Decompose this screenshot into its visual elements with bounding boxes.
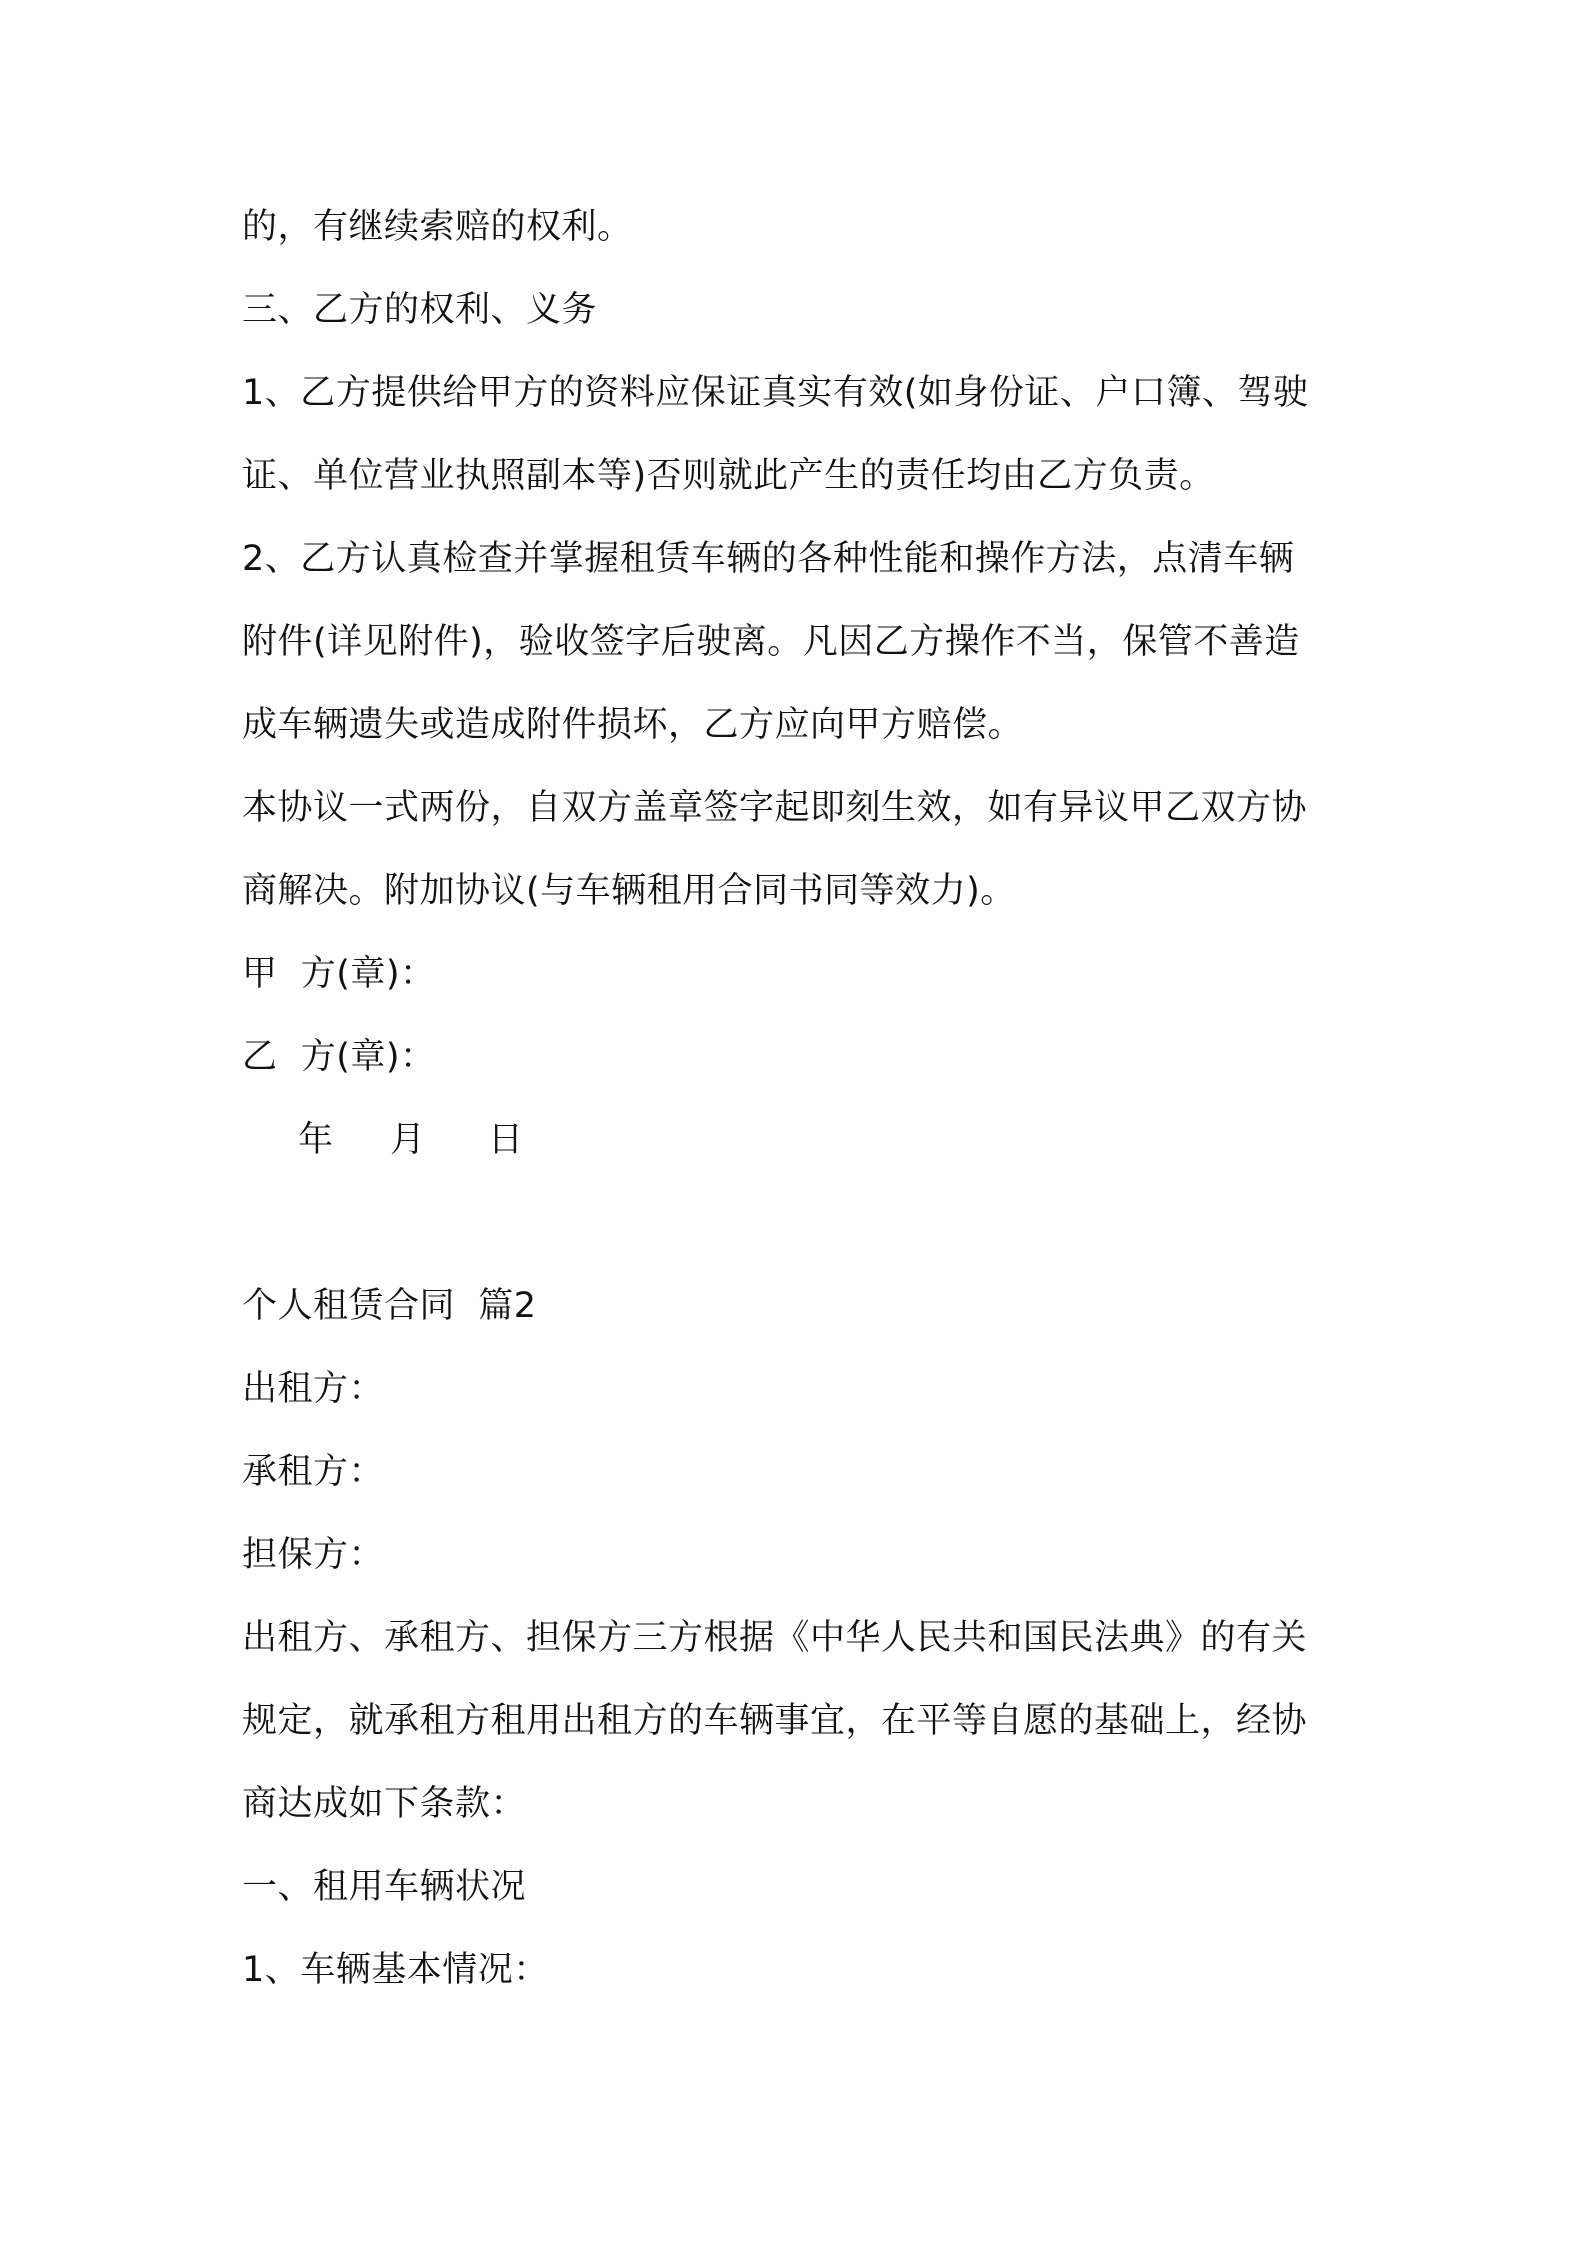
lessee-line: 承租方： <box>242 1452 385 1492</box>
text-line: 证、单位营业执照副本等)否则就此产生的责任均由乙方负责。 <box>242 456 1215 496</box>
section-heading: 三、乙方的权利、义务 <box>242 290 598 330</box>
date-month: 月 <box>390 1120 426 1160</box>
text-line: 附件(详见附件)，验收签字后驶离。凡因乙方操作不当，保管不善造 <box>242 622 1300 662</box>
text-line: 1、车辆基本情况： <box>242 1950 549 1990</box>
party-b-signature: 乙 方(章)： <box>242 1037 436 1077</box>
text-line: 商达成如下条款： <box>242 1784 527 1824</box>
text-line: 商解决。附加协议(与车辆租用合同书同等效力)。 <box>242 871 1016 911</box>
lessor-line: 出租方： <box>242 1369 385 1409</box>
section-heading: 一、租用车辆状况 <box>242 1867 527 1907</box>
section-title: 个人租赁合同 篇2 <box>242 1286 537 1326</box>
text-line: 规定，就承租方租用出租方的车辆事宜，在平等自愿的基础上，经协 <box>242 1701 1308 1741</box>
text-line: 出租方、承租方、担保方三方根据《中华人民共和国民法典》的有关 <box>242 1618 1308 1658</box>
text-line: 成车辆遗失或造成附件损坏，乙方应向甲方赔偿。 <box>242 705 1024 745</box>
date-year: 年 <box>298 1120 334 1160</box>
text-line: 2、乙方认真检查并掌握租赁车辆的各种性能和操作方法，点清车辆 <box>242 539 1295 579</box>
text-line: 的，有继续索赔的权利。 <box>242 207 633 247</box>
party-a-signature: 甲 方(章)： <box>242 954 436 994</box>
date-day: 日 <box>488 1120 524 1160</box>
text-line: 1、乙方提供给甲方的资料应保证真实有效(如身份证、户口簿、驾驶 <box>242 373 1309 413</box>
guarantor-line: 担保方： <box>242 1535 385 1575</box>
text-line: 本协议一式两份，自双方盖章签字起即刻生效，如有异议甲乙双方协 <box>242 788 1308 828</box>
